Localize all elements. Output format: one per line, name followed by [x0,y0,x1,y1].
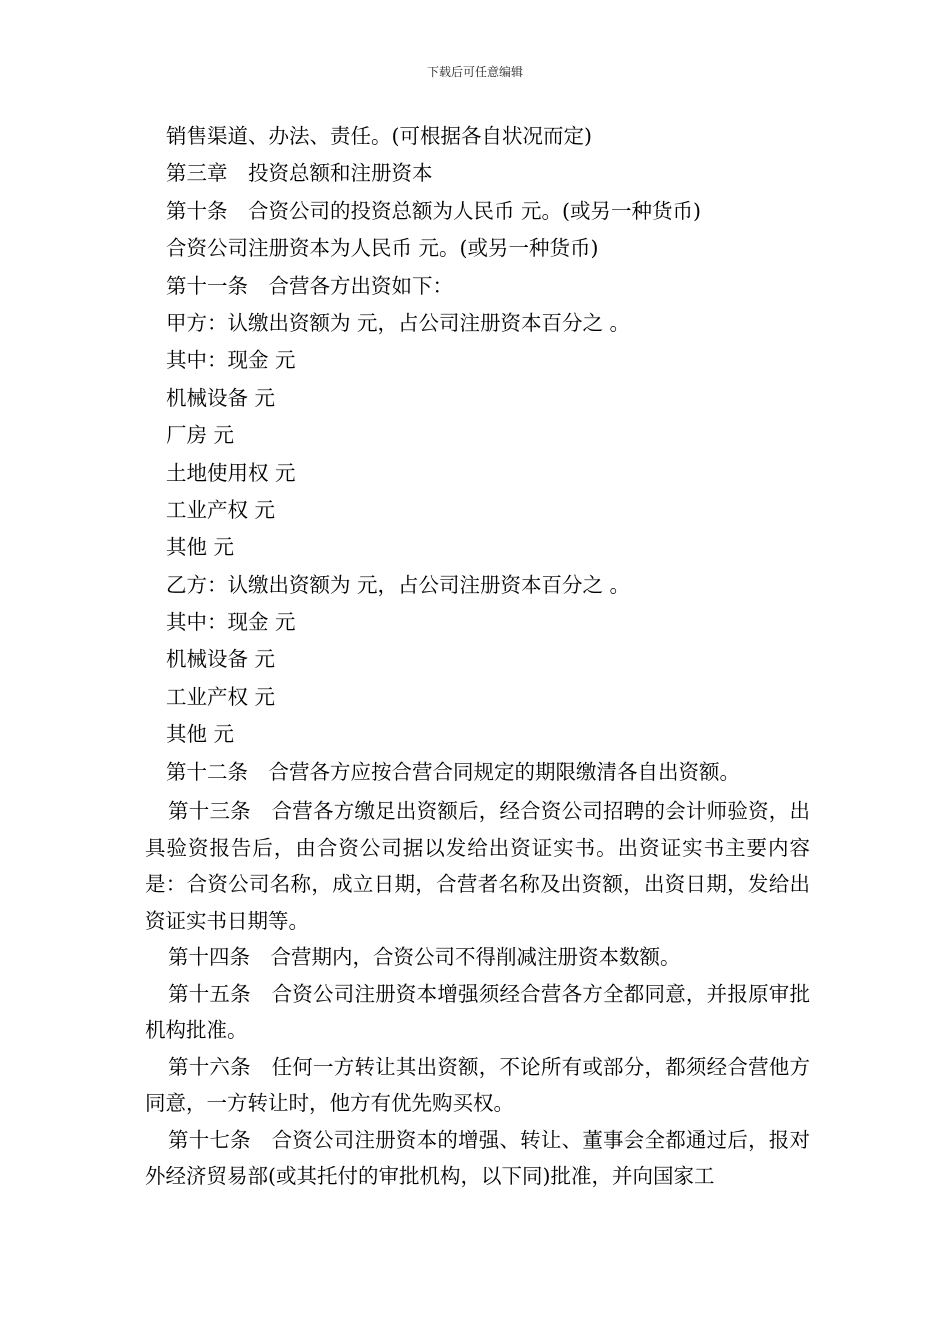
contribution-item: 厂房 元 [166,423,235,448]
contribution-item: 其他 元 [166,722,235,747]
article-16: 第十六条 任何一方转让其出资额，不论所有或部分，都须经合营他方同意，一方转让时，他方有优先购买权。 [145,1054,810,1116]
page-header: 下载后可任意编辑 [426,65,523,79]
contribution-item: 其他 元 [166,535,235,560]
party-a-line: 甲方：认缴出资额为 元，占公司注册资本百分之 。 [166,310,631,335]
chapter-heading: 第三章 投资总额和注册资本 [166,161,433,186]
article-11: 第十一条 合营各方出资如下： [166,273,453,298]
party-b-line: 乙方：认缴出资额为 元，占公司注册资本百分之 。 [166,572,631,597]
article-13: 第十三条 合营各方缴足出资额后，经合资公司招聘的会计师验资，出具验资报告后，由合资公司据以发给出资证实书。出资证实书主要内容是：合资公司名称，成立日期，合营者名称及出资额，出资日期，发给出资证实书日期等。 [145,799,810,933]
contribution-item: 机械设备 元 [166,385,276,410]
contribution-item: 土地使用权 元 [166,460,296,485]
document-body [145,118,810,1195]
contribution-item: 机械设备 元 [166,647,276,672]
text-line: 合资公司注册资本为人民币 元。(或另一种货币) [166,236,599,261]
contribution-item: 工业产权 元 [166,684,276,709]
contribution-item: 工业产权 元 [166,497,276,522]
text-line: 销售渠道、办法、责任。(可根据各自状况而定) [166,124,592,148]
contribution-item: 其中：现金 元 [166,610,296,635]
article-17: 第十七条 合资公司注册资本的增强、转让、董事会全都通过后，报对外经济贸易部(或其托付的审批机构，以下同)批准，并向国家工 [145,1127,810,1189]
article-14: 第十四条 合营期内，合资公司不得削减注册资本数额。 [168,945,681,970]
article-15: 第十五条 合资公司注册资本增强须经合营各方全都同意，并报原审批机构批准。 [145,981,810,1043]
article-12: 第十二条 合营各方应按合营合同规定的期限缴清各自出资额。 [166,759,740,784]
article-10: 第十条 合资公司的投资总额为人民币 元。(或另一种货币) [166,198,702,223]
contribution-item: 其中：现金 元 [166,348,296,373]
